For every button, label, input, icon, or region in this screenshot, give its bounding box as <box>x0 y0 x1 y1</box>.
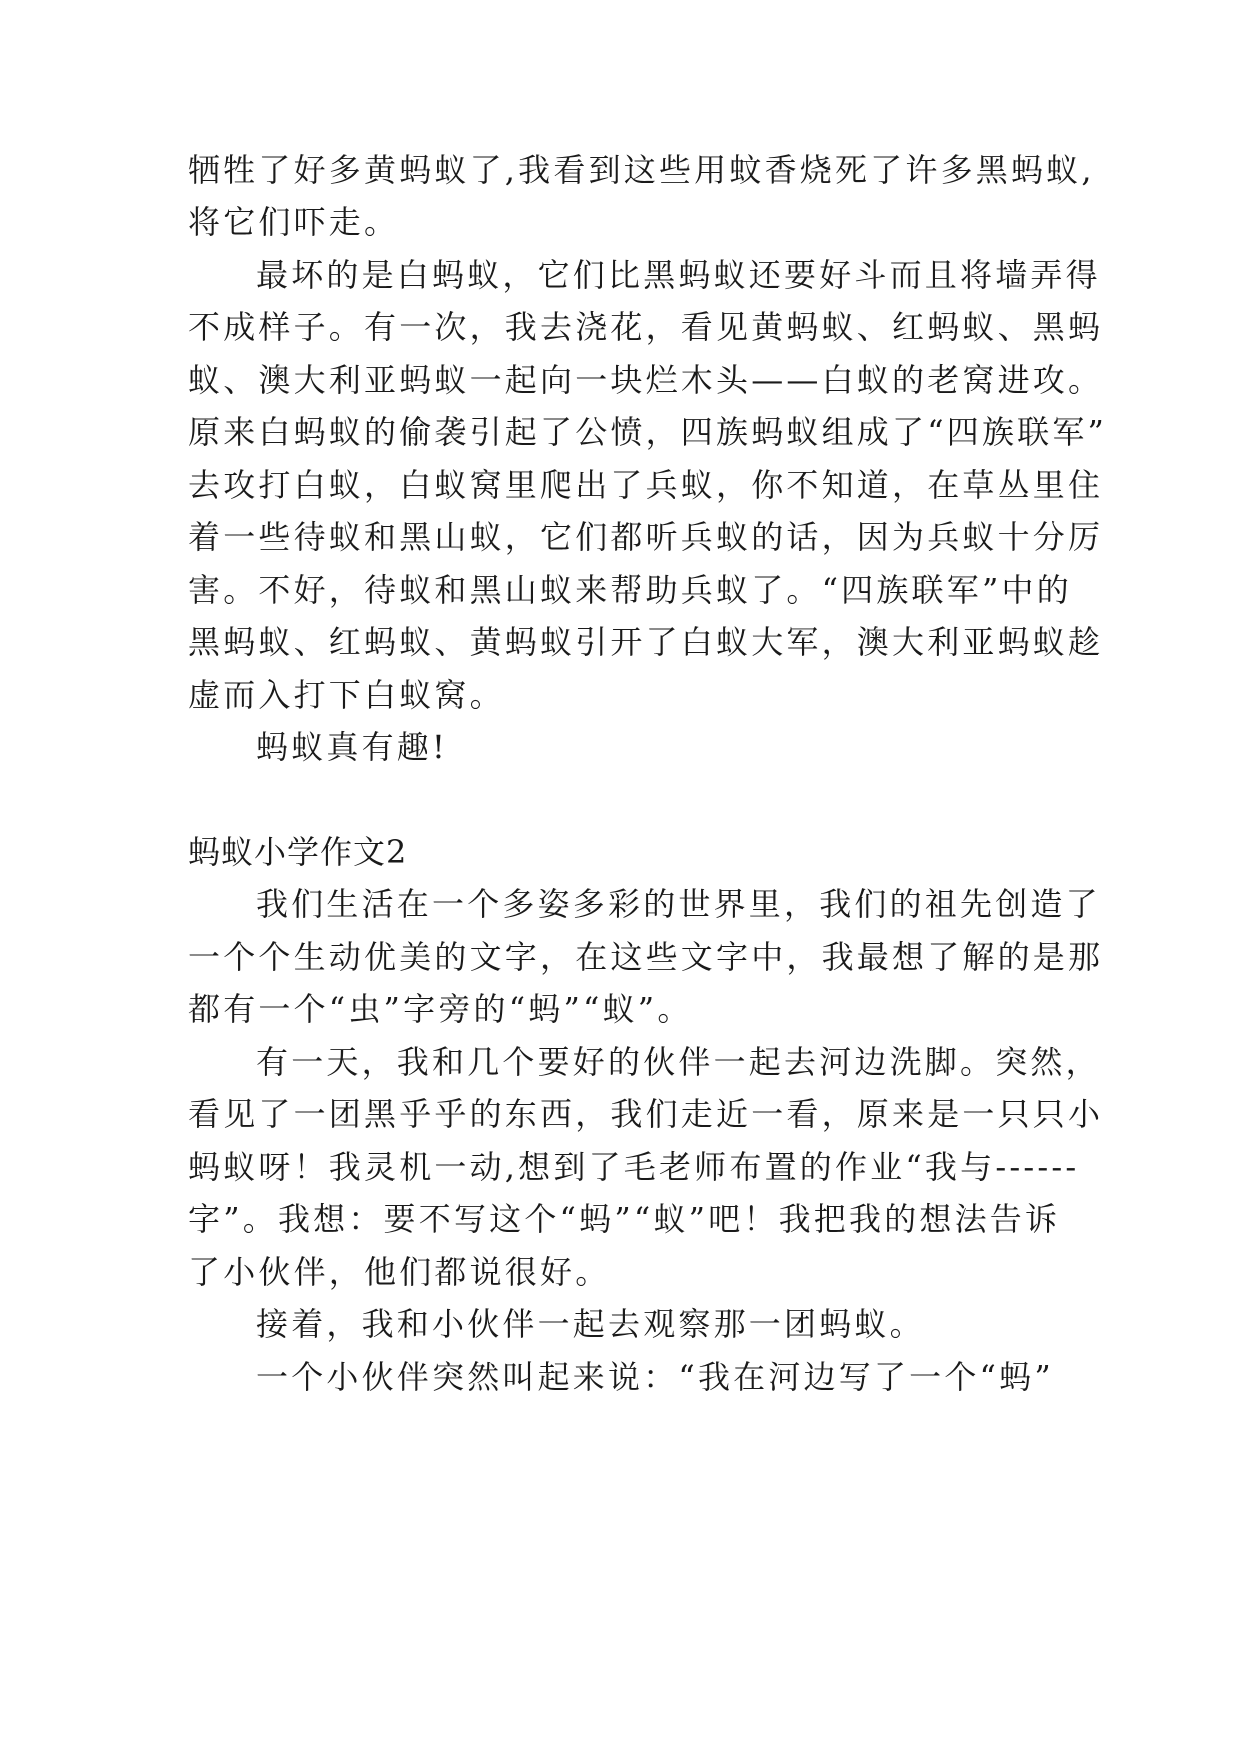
text-line: 黑蚂蚁、红蚂蚁、黄蚂蚁引开了白蚁大军，澳大利亚蚂蚁趁 <box>188 623 1104 661</box>
text-line: 虚而入打下白蚁窝。 <box>188 676 505 714</box>
text-line: 蚁、澳大利亚蚂蚁一起向一块烂木头——白蚁的老窝进攻。 <box>188 361 1104 399</box>
text-line: 将它们吓走。 <box>188 203 400 241</box>
paragraph-start: 接着，我和小伙伴一起去观察那一团蚂蚁。 <box>256 1305 925 1343</box>
paragraph-start: 最坏的是白蚂蚁，它们比黑蚂蚁还要好斗而且将墙弄得 <box>256 256 1101 294</box>
text-line: 都有一个“虫”字旁的“蚂”“蚁”。 <box>188 990 693 1028</box>
paragraph-start: 有一天，我和几个要好的伙伴一起去河边洗脚。突然， <box>256 1043 1101 1081</box>
text-line: 着一些待蚁和黑山蚁，它们都听兵蚁的话，因为兵蚁十分厉 <box>188 518 1104 556</box>
text-line: 去攻打白蚁，白蚁窝里爬出了兵蚁，你不知道，在草丛里住 <box>188 466 1104 504</box>
text-line: 不成样子。有一次，我去浇花，看见黄蚂蚁、红蚂蚁、黑蚂 <box>188 308 1104 346</box>
text-line: 害。不好，待蚁和黑山蚁来帮助兵蚁了。“四族联军”中的 <box>188 571 1072 609</box>
section-heading: 蚂蚁小学作文2 <box>188 833 408 871</box>
paragraph-start: 蚂蚁真有趣! <box>256 728 449 766</box>
paragraph-start: 一个小伙伴突然叫起来说：“我在河边写了一个“蚂” <box>256 1358 1054 1396</box>
text-line: 蚂蚁呀！我灵机一动,想到了毛老师布置的作业“我与------ <box>188 1148 1080 1186</box>
paragraph-start: 我们生活在一个多姿多彩的世界里，我们的祖先创造了 <box>256 885 1101 923</box>
text-line: 原来白蚂蚁的偷袭引起了公愤，四族蚂蚁组成了“四族联军” <box>188 413 1108 451</box>
text-line: 一个个生动优美的文字，在这些文字中，我最想了解的是那 <box>188 938 1104 976</box>
text-line: 字”。我想：要不写这个“蚂”“蚁”吧！我把我的想法告诉 <box>188 1200 1061 1238</box>
text-line: 了小伙伴，他们都说很好。 <box>188 1253 611 1291</box>
text-line: 牺牲了好多黄蚂蚁了,我看到这些用蚊香烧死了许多黑蚂蚁, <box>188 151 1095 189</box>
text-line: 看见了一团黑乎乎的东西，我们走近一看，原来是一只只小 <box>188 1095 1104 1133</box>
